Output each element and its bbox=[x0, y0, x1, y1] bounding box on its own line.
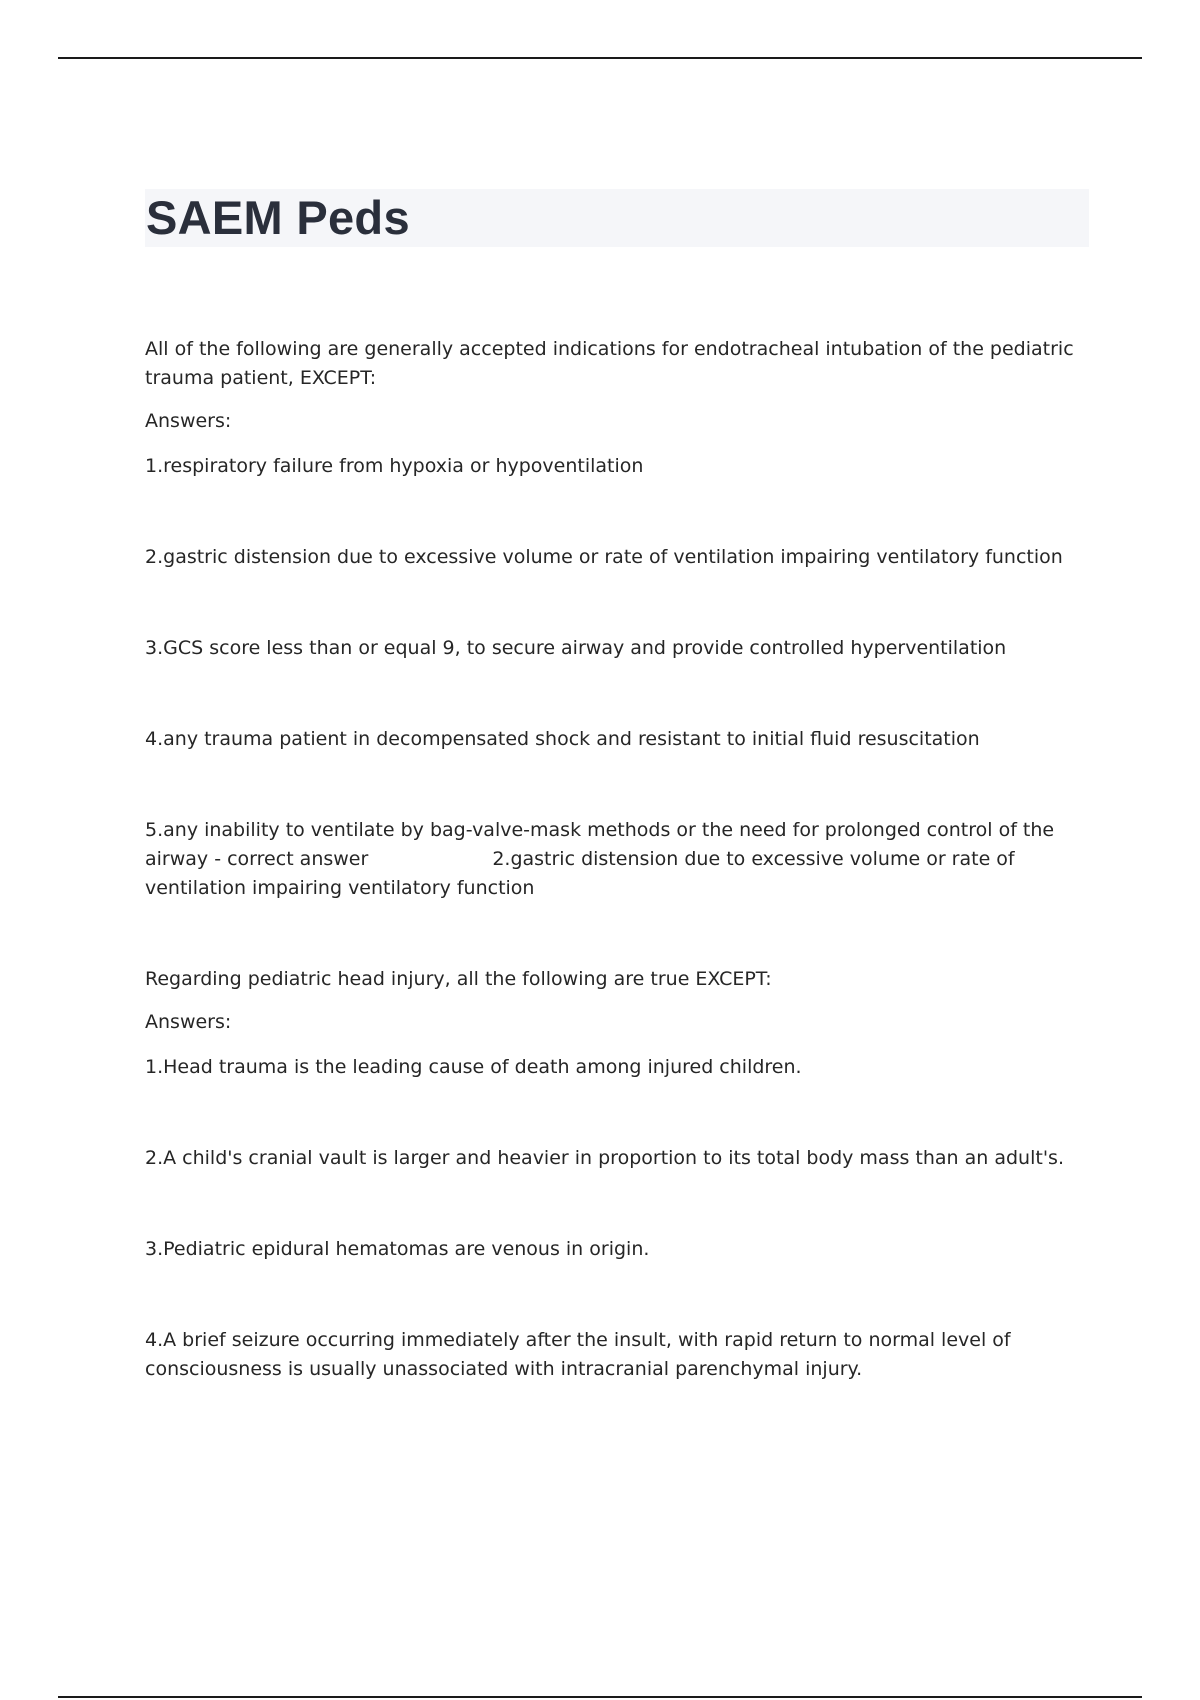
question-2-option-3: 3.Pediatric epidural hematomas are venous in origin. bbox=[145, 1238, 650, 1260]
question-1-option-2: 2.gastric distension due to excessive volume or rate of ventilation impairing ventilatory function bbox=[145, 546, 1063, 568]
question-1-option-5-with-answer bbox=[145, 816, 1090, 903]
correct-answer-label: correct answer bbox=[227, 848, 369, 870]
document-body bbox=[145, 335, 1090, 1384]
question-1-text: All of the following are generally accepted indications for endotracheal intubation of the pediatric trauma patient, EXCEPT: bbox=[145, 338, 1074, 389]
correct-answer-text: 2.gastric distension due to excessive volume or rate of ventilation impairing ventilatory function bbox=[145, 848, 1015, 899]
question-2-option-1: 1.Head trauma is the leading cause of death among injured children. bbox=[145, 1056, 802, 1078]
bottom-rule bbox=[58, 1696, 1142, 1698]
document-title: SAEM Peds bbox=[146, 191, 410, 244]
question-1-answers-label: Answers: bbox=[145, 410, 232, 432]
question-2-option-2: 2.A child's cranial vault is larger and heavier in proportion to its total body mass than an adult's. bbox=[145, 1147, 1064, 1169]
question-1-option-4: 4.any trauma patient in decompensated shock and resistant to initial fluid resuscitation bbox=[145, 728, 980, 750]
question-2-answers-label: Answers: bbox=[145, 1011, 232, 1033]
top-rule bbox=[58, 57, 1142, 59]
question-1-option-5: 5.any inability to ventilate by bag-valve-mask methods or the need for prolonged control of the airway - bbox=[145, 819, 1055, 870]
question-2-text: Regarding pediatric head injury, all the following are true EXCEPT: bbox=[145, 968, 772, 990]
question-1-option-1: 1.respiratory failure from hypoxia or hypoventilation bbox=[145, 455, 644, 477]
question-1-option-3: 3.GCS score less than or equal 9, to secure airway and provide controlled hyperventilation bbox=[145, 637, 1007, 659]
question-2-option-4: 4.A brief seizure occurring immediately after the insult, with rapid return to normal level of consciousness is usually unassociated with intracranial parenchymal injury. bbox=[145, 1329, 1011, 1380]
